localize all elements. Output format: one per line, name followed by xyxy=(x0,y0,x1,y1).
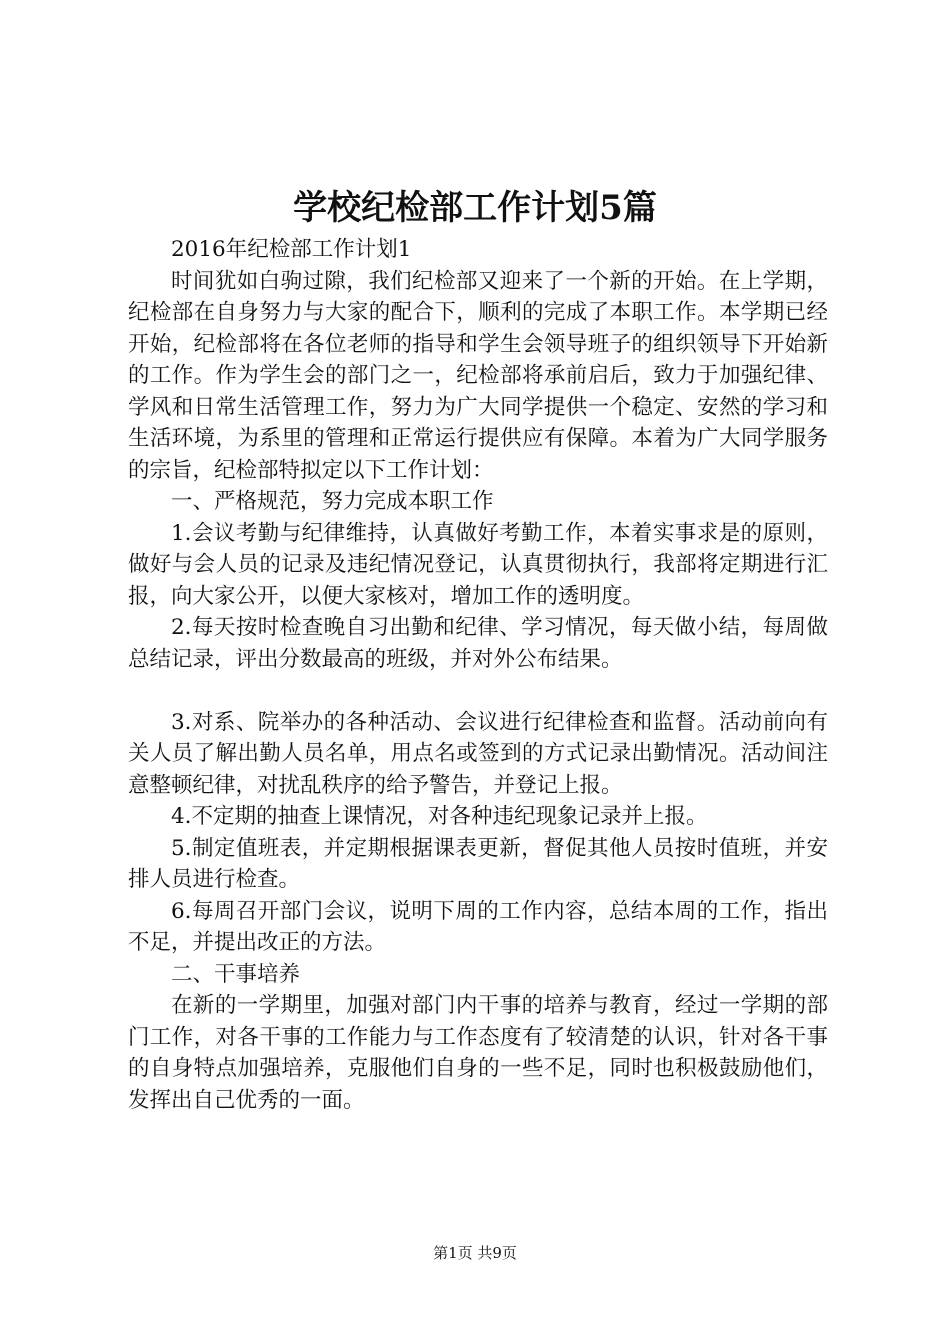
paragraph-item-3: 3.对系、院举办的各种活动、会议进行纪律检查和监督。活动前向有关人员了解出勤人员名单，用点名或签到的方式记录出勤情况。活动间注意整顿纪律，对扰乱秩序的给予警告，并登记上报。 xyxy=(128,709,828,798)
document-title: 学校纪检部工作计划5篇 xyxy=(293,188,657,228)
paragraph-training: 在新的一学期里，加强对部门内干事的培养与教育，经过一学期的部门工作，对各干事的工作能力与工作态度有了较清楚的认识，针对各干事的自身特点加强培养，克服他们自身的一些不足，同时也积极鼓励他们，发挥出自己优秀的一面。 xyxy=(128,993,828,1113)
paragraph-subtitle: 2016年纪检部工作计划1 xyxy=(171,237,412,262)
paragraph-item-6: 6.每周召开部门会议，说明下周的工作内容，总结本周的工作，指出不足，并提出改正的方法。 xyxy=(128,898,828,955)
section-heading-1: 一、严格规范，努力完成本职工作 xyxy=(171,489,494,514)
section-heading-2: 二、干事培养 xyxy=(171,961,301,987)
paragraph-item-1: 1.会议考勤与纪律维持，认真做好考勤工作，本着实事求是的原则，做好与会人员的记录及违纪情况登记，认真贯彻执行，我部将定期进行汇报，向大家公开，以便大家核对，增加工作的透明度。 xyxy=(128,520,828,609)
paragraph-intro: 时间犹如白驹过隙，我们纪检部又迎来了一个新的开始。在上学期，纪检部在自身努力与大家的配合下，顺利的完成了本职工作。本学期已经开始，纪检部将在各位老师的指导和学生会领导班子的组织领导下开始新的工作。作为学生会的部门之一，纪检部将承前启后，致力于加强纪律、学风和日常生活管理工作，努力为广大同学提供一个稳定、安然的学习和生活环境，为系里的管理和正常运行提供应有保障。本着为广大同学服务的宗旨，纪检部特拟定以下工作计划： xyxy=(128,268,828,483)
paragraph-item-4: 4.不定期的抽查上课情况，对各种违纪现象记录并上报。 xyxy=(171,804,708,829)
page-footer: 第1页 共9页 xyxy=(433,1244,517,1262)
document-body xyxy=(128,234,828,1116)
paragraph-item-2: 2.每天按时检查晚自习出勤和纪律、学习情况，每天做小结，每周做总结记录，评出分数最高的班级，并对外公布结果。 xyxy=(128,615,828,672)
paragraph-item-5: 5.制定值班表，并定期根据课表更新，督促其他人员按时值班，并安排人员进行检查。 xyxy=(128,835,828,892)
